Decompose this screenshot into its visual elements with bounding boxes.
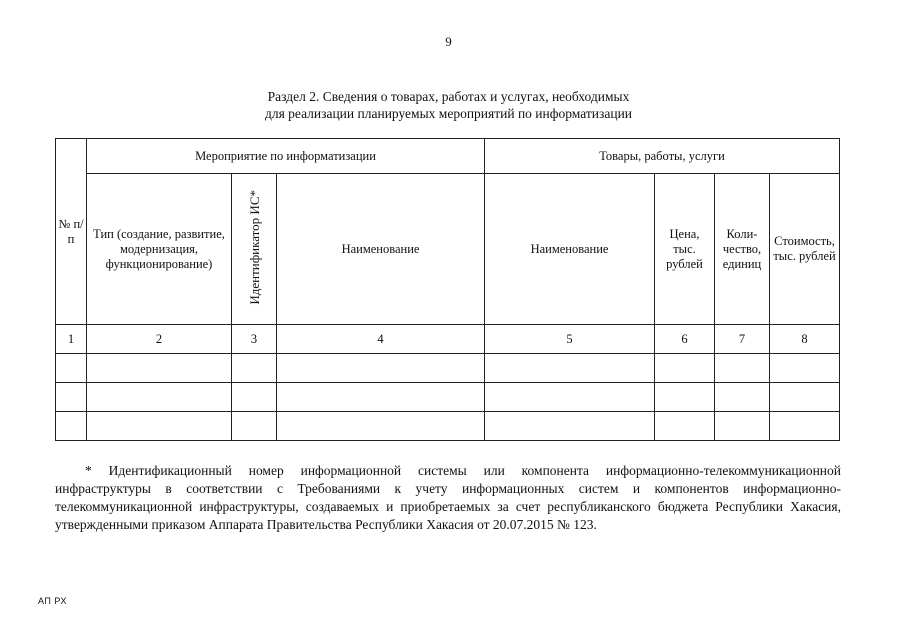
document-stamp: АП РХ [38, 596, 67, 606]
empty-cell [715, 354, 770, 383]
empty-cell [655, 354, 715, 383]
empty-cell [770, 354, 840, 383]
header-cost: Стоимость, тыс. рублей [770, 174, 840, 325]
empty-cell [770, 412, 840, 441]
column-number: 6 [655, 325, 715, 354]
section-title [0, 88, 897, 122]
empty-cell [277, 412, 485, 441]
header-is-id-label: Идентификатор ИС* [246, 189, 262, 305]
header-type: Тип (создание, развитие, модернизация, функционирование) [87, 174, 232, 325]
empty-cell [87, 412, 232, 441]
table-row [56, 383, 840, 412]
empty-cell [232, 354, 277, 383]
header-num: № п/п [56, 139, 87, 325]
header-is-id [232, 174, 277, 325]
empty-cell [232, 383, 277, 412]
empty-cell [485, 354, 655, 383]
empty-cell [232, 412, 277, 441]
column-number: 5 [485, 325, 655, 354]
empty-cell [87, 354, 232, 383]
header-price: Цена, тыс. рублей [655, 174, 715, 325]
empty-cell [655, 383, 715, 412]
section-title-line-2: для реализации планируемых мероприятий по информатизации [264, 106, 633, 121]
empty-cell [715, 412, 770, 441]
column-number: 4 [277, 325, 485, 354]
footnote-line-3: телекоммуникационной инфраструктуры, создаваемых и приобретаемых за счет республиканского бюджета Республики Хакасия, [55, 499, 841, 514]
section-title-line-1: Раздел 2. Сведения о товарах, работах и услугах, необходимых [267, 89, 630, 104]
column-number: 2 [87, 325, 232, 354]
column-header-row [56, 174, 840, 325]
header-event-name: Наименование [277, 174, 485, 325]
goods-services-table [55, 138, 840, 441]
empty-cell [485, 383, 655, 412]
footnote-line-4: утвержденными приказом Аппарата Правительства Республики Хакасия от 20.07.2015 № 123. [55, 517, 597, 532]
header-quantity: Коли-чество, единиц [715, 174, 770, 325]
page-number: 9 [445, 34, 452, 49]
table-row [56, 354, 840, 383]
empty-cell [56, 383, 87, 412]
footnote-line-1: * Идентификационный номер информационной системы или компонента информационно-телекоммуникационной [85, 463, 841, 478]
footnote-line-2: инфраструктуры в соответствии с Требованиями к учету информационных систем и компонентов информационно- [55, 481, 841, 496]
column-number-row [56, 325, 840, 354]
header-goods-name: Наименование [485, 174, 655, 325]
column-number: 3 [232, 325, 277, 354]
column-number: 8 [770, 325, 840, 354]
empty-cell [485, 412, 655, 441]
group-header-row [56, 139, 840, 174]
empty-cell [770, 383, 840, 412]
header-group-goods: Товары, работы, услуги [485, 139, 840, 174]
empty-cell [87, 383, 232, 412]
empty-cell [56, 354, 87, 383]
column-number: 1 [56, 325, 87, 354]
empty-cell [715, 383, 770, 412]
empty-cell [56, 412, 87, 441]
header-group-event: Мероприятие по информатизации [87, 139, 485, 174]
empty-cell [277, 354, 485, 383]
empty-cell [277, 383, 485, 412]
column-number: 7 [715, 325, 770, 354]
empty-cell [655, 412, 715, 441]
table-row [56, 412, 840, 441]
footnote [55, 462, 841, 534]
